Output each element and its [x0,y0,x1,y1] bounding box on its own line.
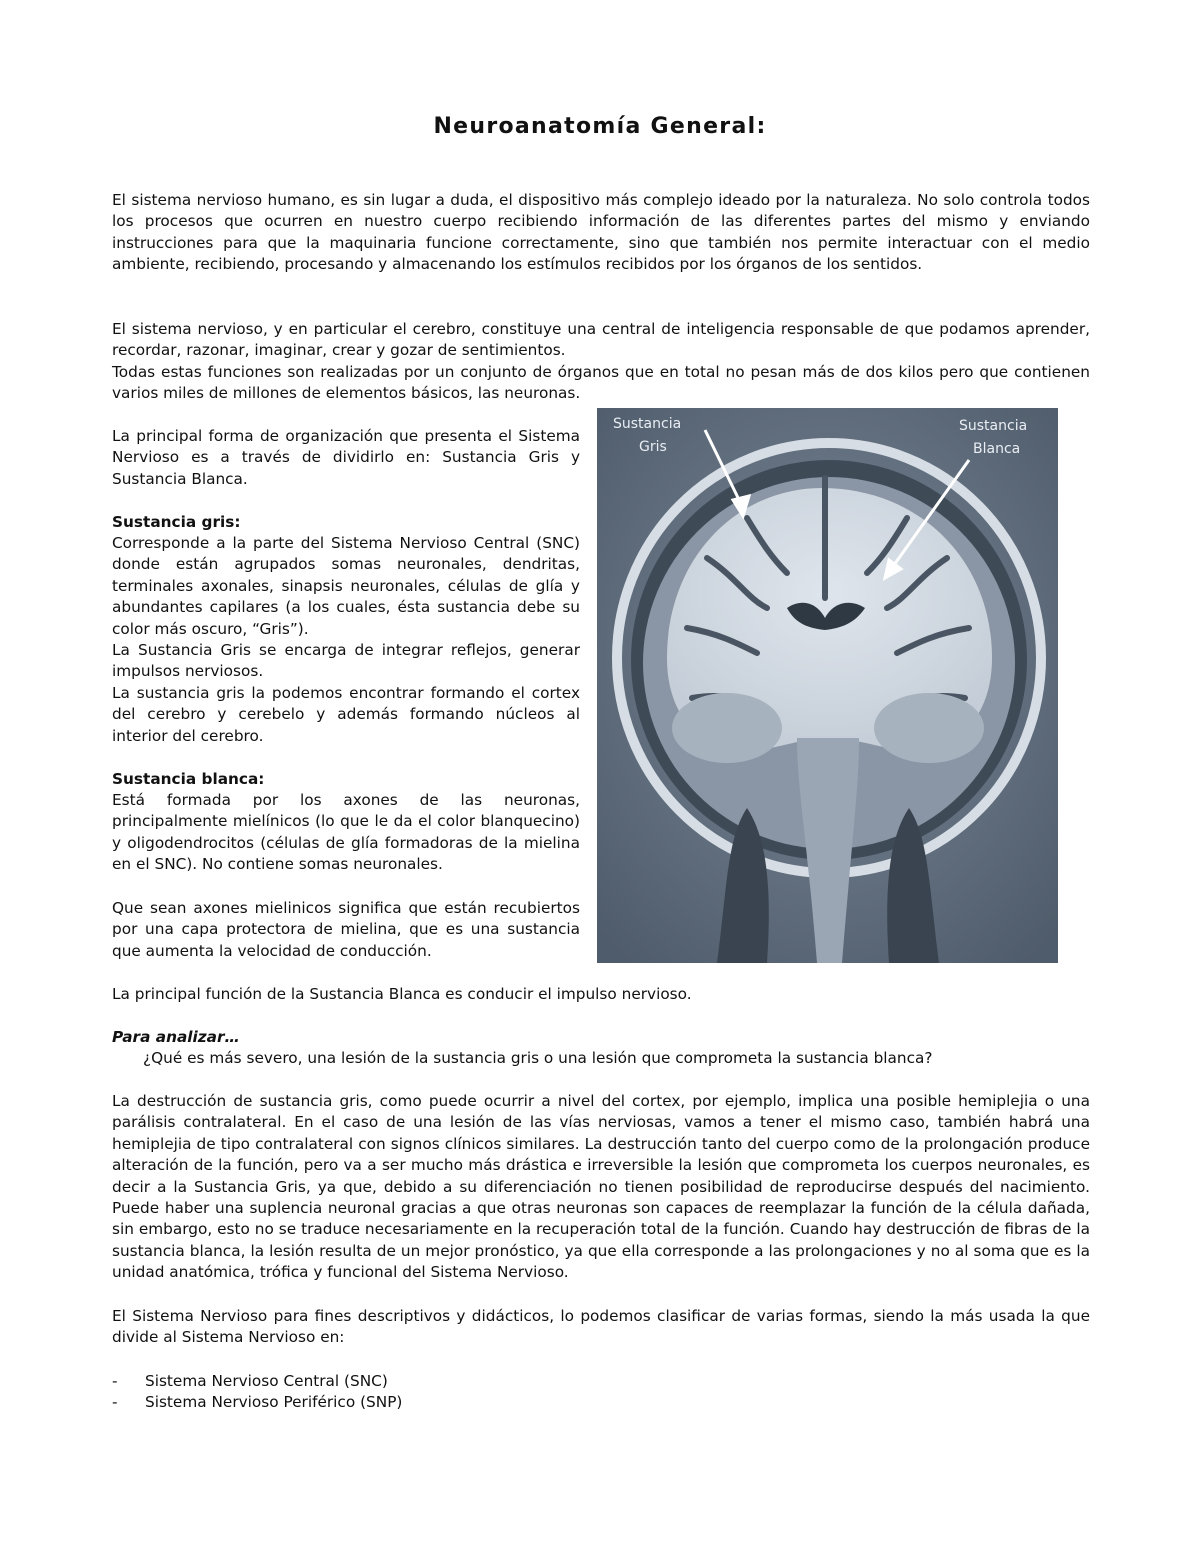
blanca-paragraph-1: Está formada por los axones de las neuronas, principalmente mielínicos (lo que le da el color blanquecino) y oligodendrocitos (células de glía formadoras de la mielina en el SNC). No contiene somas neuronales. [112,791,580,874]
gris-paragraph-2: La Sustancia Gris se encarga de integrar reflejos, generar impulsos nerviosos. [112,641,580,681]
list-bullet: - [112,1372,118,1390]
list-bullet: - [112,1393,118,1412]
brain-mri-image [597,408,1058,963]
label-sustancia-gris-1: Sustancia [613,416,682,432]
page-title: Neuroanatomía General: [433,114,767,139]
brain-mri-figure [597,408,1058,963]
label-sustancia-blanca-1: Sustancia [959,418,1028,434]
list-item [112,1371,402,1392]
intro-paragraph: El sistema nervioso humano, es sin lugar a duda, el dispositivo más complejo ideado por la naturaleza. No solo controla todos los procesos que ocurren en nuestro cuerpo recibiendo información de las diferentes partes del mismo y enviando instrucciones para que la maquinaria funcione correctamente, sino que también nos permite interactuar con el medio ambiente, recibiendo, procesando y almacenando los estímulos recibidos por los órganos de los sentidos. [112,191,1090,274]
list-item-label: Sistema Nervioso Central (SNC) [145,1372,388,1390]
lesion-paragraph: La destrucción de sustancia gris, como puede ocurrir a nivel del cortex, por ejemplo, implica una posible hemiplejia o una parálisis contralateral. En el caso de una lesión de las vías nerviosas, vamos a tener el mismo caso, también habrá una hemiplejia de tipo contralateral con signos clínicos similares. La destrucción tanto del cuerpo como de la prolongación produce alteración de la función, pero va a ser mucho más drástica e irreversible la lesión que comprometa los cuerpos neuronales, es decir a la Sustancia Gris, ya que, debido a su diferenciación no tienen posibilidad de reproducirse después del nacimiento. Puede haber una suplencia neuronal gracias a que otras neuronas son capaces de reemplazar la función de la célula dañada, sin embargo, esto no se traduce necesariamente en la recuperación total de la función. Cuando hay destrucción de fibras de la sustancia blanca, la lesión resulta de un mejor pronóstico, ya que ella corresponde a las prolongaciones y no al soma que es la unidad anatómica, trófica y funcional del Sistema Nervioso. [112,1092,1090,1282]
blanca-paragraph-2: Que sean axones mielinicos significa que están recubiertos por una capa protectora de mielina, que es una sustancia que aumenta la velocidad de conducción. [112,899,580,960]
label-sustancia-gris-2: Gris [639,439,667,455]
organization-paragraph: La principal forma de organización que presenta el Sistema Nervioso es a través de dividirlo en: Sustancia Gris y Sustancia Blanca. [112,427,580,488]
classification-paragraph: El Sistema Nervioso para fines descriptivos y didácticos, lo podemos clasificar de varias formas, siendo la más usada la que divide al Sistema Nervioso en: [112,1307,1090,1347]
brain-paragraph: El sistema nervioso, y en particular el cerebro, constituye una central de inteligencia responsable de que podamos aprender, recordar, razonar, imaginar, crear y gozar de sentimientos. [112,320,1090,360]
label-sustancia-blanca-2: Blanca [973,441,1021,457]
gris-heading: Sustancia gris: [112,513,241,531]
blanca-heading: Sustancia blanca: [112,770,265,788]
gris-paragraph-1: Corresponde a la parte del Sistema Nervioso Central (SNC) donde están agrupados somas neuronales, dendritas, terminales axonales, sinapsis neuronales, células de glía y abundantes capilares (a los cuales, ésta sustancia debe su color más oscuro, “Gris”). [112,534,580,638]
analizar-heading: Para analizar… [112,1028,240,1046]
blanca-paragraph-3: La principal función de la Sustancia Blanca es conducir el impulso nervioso. [112,985,692,1003]
list-item [112,1392,402,1413]
nervous-system-list [112,1371,402,1414]
analizar-question: ¿Qué es más severo, una lesión de la sustancia gris o una lesión que comprometa la sustancia blanca? [143,1049,933,1067]
functions-paragraph: Todas estas funciones son realizadas por un conjunto de órganos que en total no pesan más de dos kilos pero que contienen varios miles de millones de elementos básicos, las neuronas. [112,363,1090,403]
gris-paragraph-3: La sustancia gris la podemos encontrar formando el cortex del cerebro y cerebelo y además formando núcleos al interior del cerebro. [112,684,580,745]
list-item-label: Sistema Nervioso Periférico (SNP) [145,1393,403,1412]
